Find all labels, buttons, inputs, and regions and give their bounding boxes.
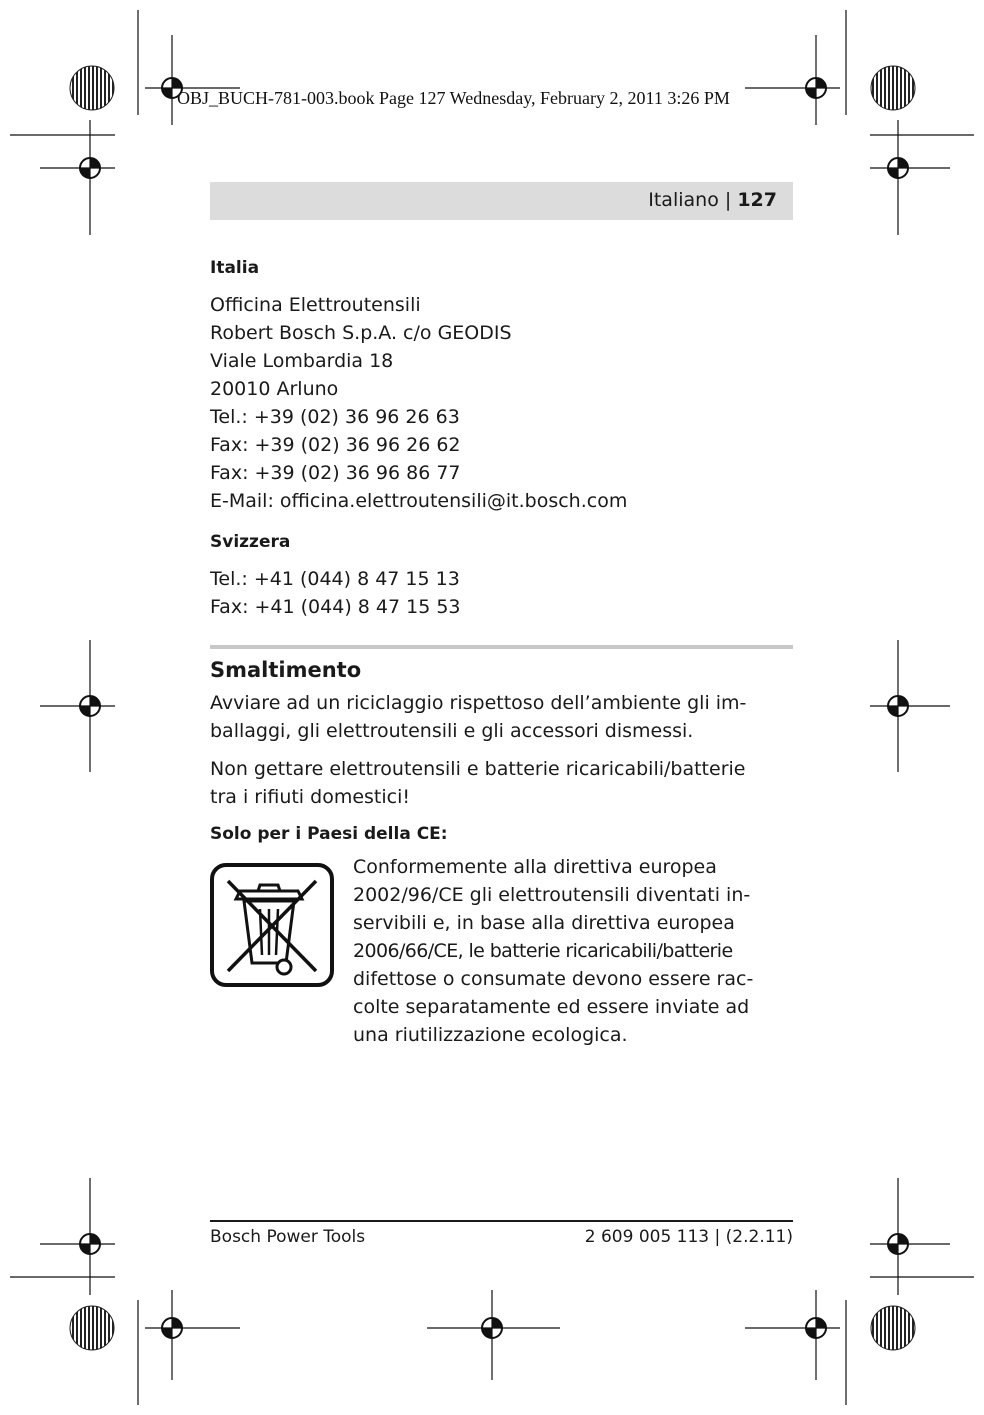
italia-title: Italia bbox=[210, 258, 260, 278]
header-language: Italiano bbox=[648, 189, 719, 211]
paragraph-line: 2006/66/CE, le batterie ricaricabili/batterie bbox=[353, 940, 733, 962]
address-line: Robert Bosch S.p.A. c/o GEODIS bbox=[210, 322, 512, 344]
svizzera-title: Svizzera bbox=[210, 532, 291, 552]
paragraph-line: Avviare ad un riciclaggio rispettoso dell’ambiente gli im- bbox=[210, 692, 747, 714]
phone-line: Tel.: +41 (044) 8 47 15 13 bbox=[210, 568, 460, 590]
crossed-out-wheelie-bin-icon bbox=[210, 863, 334, 987]
main-content bbox=[210, 255, 793, 1053]
address-line: Officina Elettroutensili bbox=[210, 294, 421, 316]
ce-countries-title: Solo per i Paesi della CE: bbox=[210, 824, 448, 844]
italia-section bbox=[210, 255, 793, 515]
print-slug: OBJ_BUCH-781-003.book Page 127 Wednesday, February 2, 2011 3:26 PM bbox=[177, 88, 730, 108]
svizzera-section bbox=[210, 529, 793, 621]
page-header bbox=[210, 182, 793, 220]
header-separator: | bbox=[724, 189, 732, 211]
paragraph-line: servibili e, in base alla direttiva europea bbox=[353, 912, 735, 934]
household-waste-paragraph bbox=[210, 755, 793, 811]
fax-line: Fax: +39 (02) 36 96 86 77 bbox=[210, 462, 461, 484]
disposal-paragraph bbox=[210, 689, 793, 745]
paragraph-line: tra i rifiuti domestici! bbox=[210, 786, 410, 808]
header-label bbox=[648, 189, 777, 211]
paragraph-line: ballaggi, gli elettroutensili e gli accessori dismessi. bbox=[210, 720, 694, 742]
email-line: E-Mail: officina.elettroutensili@it.bosch.com bbox=[210, 490, 628, 512]
address-line: 20010 Arluno bbox=[210, 378, 339, 400]
footer-brand: Bosch Power Tools bbox=[210, 1227, 366, 1247]
address-line: Viale Lombardia 18 bbox=[210, 350, 394, 372]
footer-divider bbox=[210, 1220, 793, 1222]
fax-line: Fax: +39 (02) 36 96 26 62 bbox=[210, 434, 461, 456]
paragraph-line: difettose o consumate devono essere rac- bbox=[353, 968, 754, 990]
paragraph-line: Non gettare elettroutensili e batterie ricaricabili/batterie bbox=[210, 758, 746, 780]
paragraph-line: colte separatamente ed essere inviate ad bbox=[353, 996, 750, 1018]
paragraph-line: Conformemente alla direttiva europea bbox=[353, 856, 717, 878]
weee-notice bbox=[210, 853, 793, 1053]
page-number: 127 bbox=[737, 189, 777, 211]
paragraph-line: 2002/96/CE gli elettroutensili diventati in- bbox=[353, 884, 751, 906]
weee-text bbox=[353, 853, 753, 1049]
paragraph-line: una riutilizzazione ecologica. bbox=[353, 1024, 628, 1046]
footer-doc-number: 2 609 005 113 | (2.2.11) bbox=[584, 1227, 793, 1247]
fax-line: Fax: +41 (044) 8 47 15 53 bbox=[210, 596, 461, 618]
section-divider bbox=[210, 645, 793, 649]
phone-line: Tel.: +39 (02) 36 96 26 63 bbox=[210, 406, 460, 428]
smaltimento-heading: Smaltimento bbox=[210, 658, 362, 682]
